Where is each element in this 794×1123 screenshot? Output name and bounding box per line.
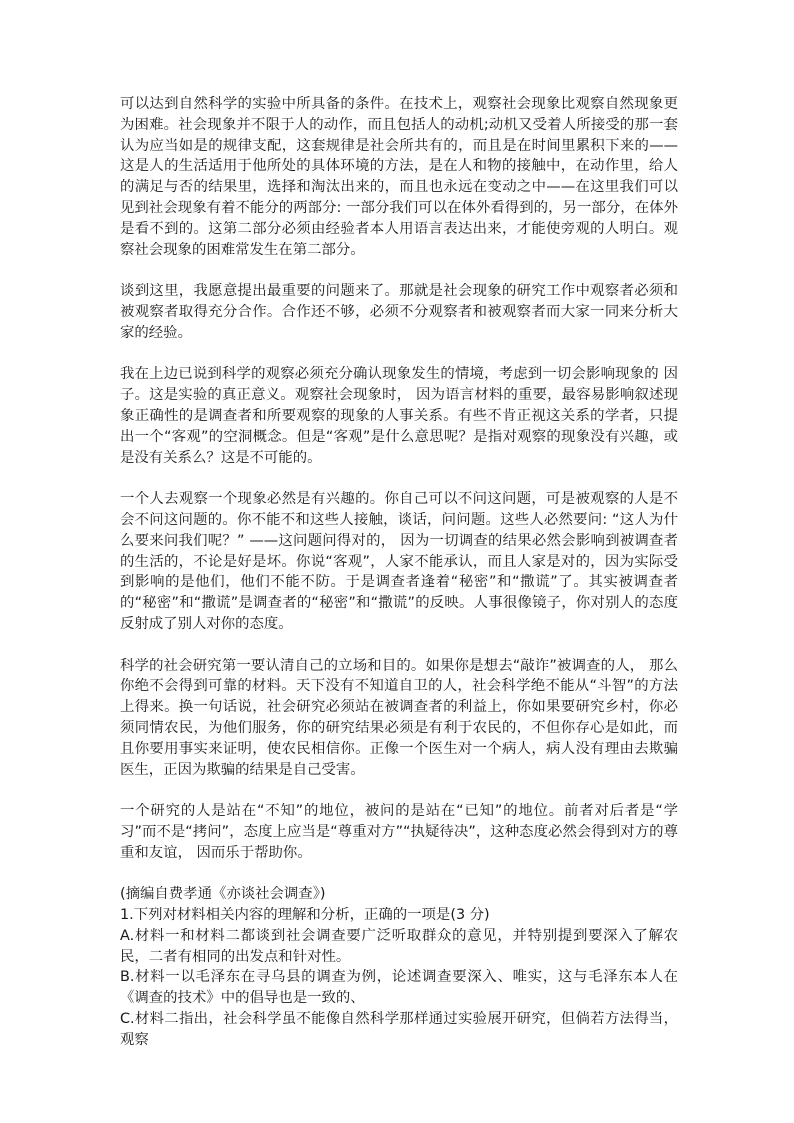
- paragraph-3: 我在上边已说到科学的观察必须充分确认现象发生的情境，考虑到一切会影响现象的 因子。这是实验的真正意义。观察社会现象时， 因为语言材料的重要，最容易影响叙述现象正确性的是调查者和所要观察的现象的人事关系。有些不肯正视这关系的学者，只提出一个“客观”的空洞概念。但是“客观”是什么意思呢？是指对观察的现象没有兴趣，或是没有关系么？这是不可能的。: [120, 366, 678, 466]
- option-b: B.材料一以毛泽东在寻乌县的调查为例，论述调查要深入、唯实，这与毛泽东本人在《调查的技术》中的倡导也是一致的、: [120, 969, 678, 1007]
- question-1: 1.下列对材料相关内容的理解和分析，正确的一项是(3 分): [120, 907, 490, 924]
- option-a: A.材料一和材料二都谈到社会调查要广泛听取群众的意见，并特别提到要深入了解农民，二者有相同的出发点和针对性。: [120, 927, 678, 965]
- document-page: [120, 94, 678, 1051]
- option-c: C.材料二指出，社会科学虽不能像自然科学那样通过实验展开研究，但倘若方法得当，观察: [120, 1011, 678, 1048]
- paragraph-6: 一个研究的人是站在“不知”的地位，被问的是站在“已知”的地位。前者对后者是“学习”而不是“拷问”，态度上应当是“尊重对方”“执疑待决”，这种态度必然会得到对方的尊重和友谊， 因而乐于帮助你。: [120, 803, 678, 861]
- paragraph-2: 谈到这里，我愿意提出最重要的问题来了。那就是社会现象的研究工作中观察者必须和被观察者取得充分合作。合作还不够，必须不分观察者和被观察者而大家一同来分析大家的经验。: [120, 283, 678, 341]
- paragraph-5: 科学的社会研究第一要认清自己的立场和目的。如果你是想去“敲诈”被调查的人， 那么你绝不会得到可靠的材料。天下没有不知道自卫的人，社会科学绝不能从“斗智”的方法上得来。换一句话说，社会研究必须站在被调查者的利益上，你如果要研究乡村，你必须同情农民，为他们服务，你的研究结果必须是有利于农民的，不但你存心是如此，而且你要用事实来证明，使农民相信你。正像一个医生对一个病人，病人没有理由去欺骗医生，正因为欺骗的结果是自己受害。: [120, 657, 678, 778]
- paragraph-4: 一个人去观察一个现象必然是有兴趣的。你自己可以不问这问题，可是被观察的人是不会不问这问题的。你不能不和这些人接触，谈话，问问题。这些人必然要问: “这人为什么要来问我们呢？” ——这问题问得对的， 因为一切调查的结果必然会影响到被调查者的生活的，不论是好是坏。你说“客观”，人家不能承认，而且人家是对的，因为实际受到影响的是他们，他们不能不防。于是调查者逢着“秘密”和“撒谎”了。其实被调查者的“秘密”和“撒谎”是调查者的“秘密”和“撒谎”的反映。人事很像镜子，你对别人的态度反射成了别人对你的态度。: [120, 491, 678, 632]
- paragraph-1: 可以达到自然科学的实验中所具备的条件。在技术上，观察社会现象比观察自然现象更为困难。社会现象并不限于人的动作，而且包括人的动机;动机又受着人所接受的那一套认为应当如是的规律支配，这套规律是社会所共有的，而且是在时间里累积下来的——这是人的生活适用于他所处的具体环境的方法，是在人和物的接触中，在动作里，给人的满足与否的结果里，选择和淘汰出来的，而且也永远在变动之中——在这里我们可以见到社会现象有着不能分的两部分: 一部分我们可以在体外看得到的，另一部分，在体外是看不到的。这第二部分必须由经验者本人用语言表达出来，才能使旁观的人明白。观察社会现象的困难常发生在第二部分。: [120, 96, 678, 258]
- source-note: (摘编自费孝通《亦谈社会调查》): [120, 886, 326, 903]
